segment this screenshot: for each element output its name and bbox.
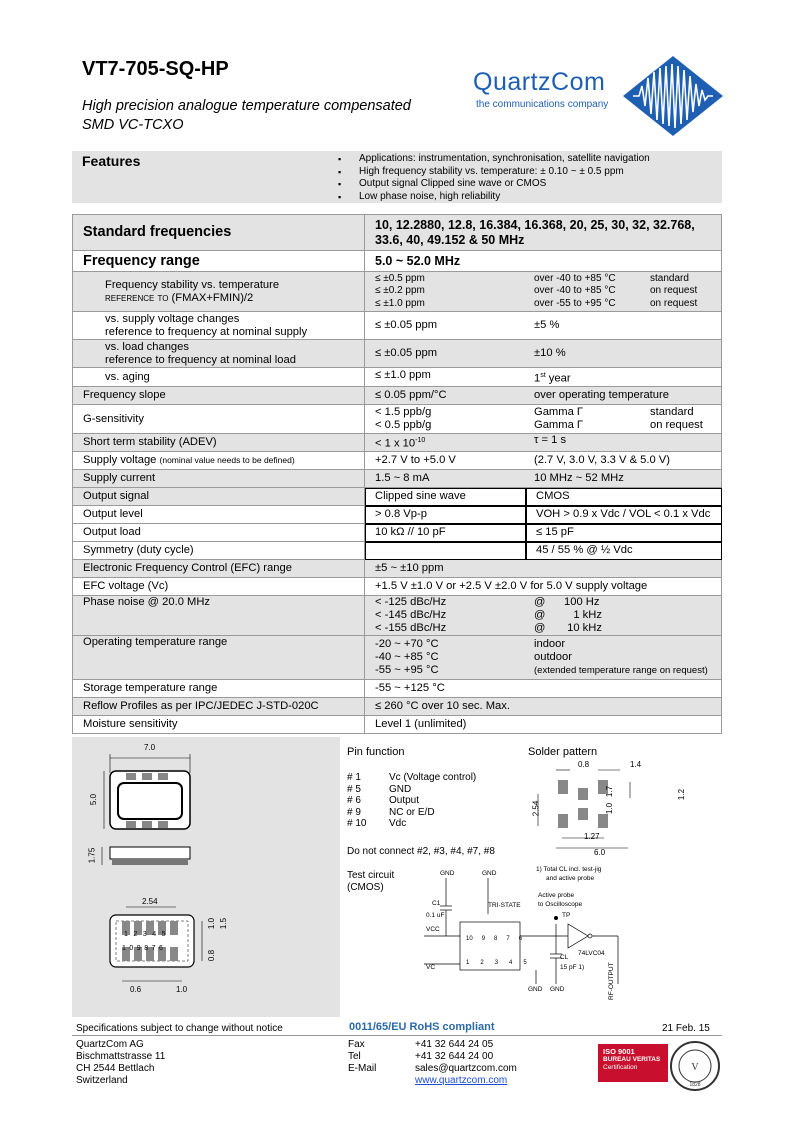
- tc-note-2: and active probe: [546, 875, 595, 882]
- tc-c1-val: 0.1 uF: [426, 912, 445, 919]
- label-note: (nominal value needs to be defined): [159, 455, 295, 465]
- cond: τ = 1 s: [534, 434, 567, 447]
- iso-certification-badge: [598, 1040, 722, 1092]
- list-item: # 5 GND: [347, 783, 412, 795]
- footer-divider: [72, 1035, 722, 1036]
- table-row: [73, 215, 722, 251]
- table-row: [73, 578, 722, 596]
- label-line: reference to frequency at nominal supply: [105, 325, 308, 338]
- table-row: [73, 387, 722, 405]
- list-item: # 1 Vc (Voltage control): [347, 772, 477, 783]
- gsens-values: [365, 405, 722, 434]
- waveform-logo-icon: [623, 56, 723, 136]
- storage-value: -55 ~ +125 °C: [365, 680, 722, 698]
- value: -40 ~ +85 °C: [375, 651, 439, 663]
- temp-stab-label: [73, 272, 365, 312]
- freq-range-value: 5.0 ~ 52.0 MHz: [365, 251, 722, 272]
- note: standard: [650, 406, 694, 418]
- no-connect-note: Do not connect #2, #3, #4, #7, #8: [347, 846, 495, 857]
- specification-table: [72, 214, 722, 734]
- tc-pins-bottom: 1 2 3 4 5: [466, 960, 527, 966]
- storage-label: Storage temperature range: [73, 680, 365, 698]
- gsens-label: G-sensitivity: [73, 405, 365, 434]
- list-item: [375, 273, 721, 286]
- cond: @ 100 Hz: [534, 596, 600, 608]
- dim-thickness: 1.75: [87, 847, 97, 864]
- table-row: [73, 596, 722, 636]
- address-line: Switzerland: [76, 1075, 128, 1086]
- svg-text:V: V: [691, 1062, 699, 1073]
- list-item: [375, 285, 721, 298]
- value: < 1.5 ppb/g: [375, 406, 432, 418]
- company-logo: [473, 56, 723, 136]
- solder-pattern-title: Solder pattern: [528, 746, 598, 758]
- test-circuit-label: Test circuit (CMOS): [347, 870, 395, 893]
- dim-pad-h3: 0.8: [207, 949, 217, 962]
- pins-bottom: 109876: [122, 945, 167, 952]
- seal-year: 1828: [689, 1082, 701, 1088]
- cond: ±5 %: [534, 319, 560, 331]
- company-contact: [348, 1039, 517, 1087]
- cond: (extended temperature range on request): [534, 665, 708, 676]
- stab-value: ≤ ±0.5 ppm: [375, 272, 425, 284]
- cond: outdoor: [534, 651, 572, 663]
- freq-range-label: Frequency range: [73, 251, 365, 272]
- value: < -145 dBc/Hz: [375, 609, 447, 621]
- pin-function-title: Pin function: [347, 746, 405, 758]
- address-line: CH 2544 Bettlach: [76, 1063, 155, 1074]
- contact-key: E-Mail: [348, 1063, 377, 1074]
- features-list: [338, 153, 650, 203]
- value: -20 ~ +70 °C: [375, 638, 439, 650]
- supply-stab-label: [73, 312, 365, 340]
- solder-dim-2: 1.4: [630, 760, 642, 769]
- package-drawing: [72, 737, 340, 1017]
- reflow-label: Reflow Profiles as per IPC/JEDEC J-STD-020C: [73, 698, 365, 716]
- supply-i-values: [365, 470, 722, 488]
- solder-dim-8: 6.0: [594, 848, 606, 857]
- stab-value: ≤ ±1.0 ppm: [375, 297, 425, 309]
- load-stab-values: [365, 340, 722, 368]
- logo-name: QuartzCom: [473, 68, 606, 96]
- cond: ±10 %: [534, 347, 566, 359]
- solder-dim-1: 0.8: [578, 760, 590, 769]
- tc-cl: CL: [560, 954, 569, 961]
- load-stab-label: [73, 340, 365, 368]
- website-link[interactable]: www.quartzcom.com: [415, 1075, 508, 1086]
- list-item: ▪ Applications: instrumentation, synchronisation, satellite navigation: [338, 153, 650, 166]
- solder-dim-3: 1.7: [605, 785, 615, 798]
- tc-note-1: 1) Total CL incl. test-jig: [536, 866, 602, 873]
- cond: Gamma Γ: [534, 406, 584, 418]
- solder-dim-4: 1.2: [677, 788, 687, 801]
- iso-label: ISO 9001 BUREAU VERITAS Certification: [598, 1044, 668, 1082]
- table-row: [73, 542, 722, 560]
- dim-pitch: 2.54: [142, 897, 158, 906]
- table-row: [73, 636, 722, 680]
- company-address: [76, 1039, 165, 1087]
- aging-unit: year: [545, 372, 571, 385]
- output-load-label: Output load: [73, 524, 365, 542]
- symmetry-a: [365, 542, 526, 560]
- temp-stab-label-line: reference to (FMAX+FMIN)/2: [105, 291, 254, 304]
- label-line: vs. supply voltage changes: [105, 312, 240, 325]
- table-row: [73, 452, 722, 470]
- value: ≤ ±0.05 ppm: [375, 347, 438, 359]
- table-row: [73, 340, 722, 368]
- contact-value: +41 32 644 24 05: [415, 1039, 494, 1050]
- adev-base: < 1 x 10: [375, 437, 416, 450]
- std-freq-label: Standard frequencies: [73, 215, 365, 251]
- tc-rf: RF-OUTPUT: [608, 962, 615, 1000]
- output-level-a: > 0.8 Vp-p: [365, 506, 526, 524]
- temp-stab-values: [365, 272, 722, 312]
- supply-stab-values: [365, 312, 722, 340]
- tc-tp: TP: [562, 912, 571, 919]
- table-row: [73, 251, 722, 272]
- list-item: # 10 Vdc: [347, 818, 407, 829]
- value: < -125 dBc/Hz: [375, 596, 447, 608]
- pins-top: 12345: [124, 931, 172, 938]
- slope-label: Frequency slope: [73, 387, 365, 405]
- optemp-label: Operating temperature range: [73, 636, 365, 680]
- temp-stab-label-line: Frequency stability vs. temperature: [105, 278, 280, 291]
- value: 1.5 ~ 8 mA: [375, 472, 430, 484]
- slope-values: [365, 387, 722, 405]
- features-title: Features: [82, 153, 141, 169]
- tc-gnd-1: GND: [440, 870, 455, 877]
- cond: @ 10 kHz: [534, 622, 602, 634]
- rohs-badge: 0011/65/EU RoHS compliant: [349, 1021, 495, 1033]
- stab-cond: over -55 to +95 °C: [534, 297, 616, 309]
- adev-label: Short term stability (ADEV): [73, 434, 365, 452]
- tc-vc: VC: [426, 964, 436, 971]
- dim-width: 7.0: [144, 743, 156, 752]
- table-row: [73, 312, 722, 340]
- cond: @ 1 kHz: [534, 609, 602, 621]
- supply-v-label: [73, 452, 365, 470]
- contact-key: Fax: [348, 1039, 365, 1050]
- value: < 0.5 ppb/g: [375, 419, 432, 431]
- package-outline-icon: [72, 737, 340, 1017]
- table-row: [73, 470, 722, 488]
- stab-note: on request: [650, 297, 698, 309]
- value: ≤ 0.05 ppm/°C: [375, 389, 447, 401]
- output-signal-b: CMOS: [526, 488, 722, 506]
- note: on request: [650, 419, 703, 431]
- moisture-value: Level 1 (unlimited): [365, 716, 722, 734]
- features-section: [72, 151, 722, 203]
- output-signal-a: Clipped sine wave: [365, 488, 526, 506]
- table-row: [73, 368, 722, 387]
- tc-c1: C1: [432, 900, 441, 907]
- test-circuit-icon: [420, 866, 640, 996]
- value: ≤ ±0.05 ppm: [375, 319, 438, 331]
- aging-values: [365, 368, 722, 387]
- tc-probe-2: to Oscilloscope: [538, 901, 583, 908]
- table-row: [73, 698, 722, 716]
- solder-dim-7: 1.27: [584, 832, 600, 841]
- contact-key: Tel: [348, 1051, 361, 1062]
- contact-value: +41 32 644 24 00: [415, 1051, 494, 1062]
- tc-pins-top: 10 9 8 7 6: [466, 936, 523, 942]
- table-row: [73, 272, 722, 312]
- label-main: Supply voltage: [83, 454, 157, 466]
- output-level-label: Output level: [73, 506, 365, 524]
- output-load-a: 10 kΩ // 10 pF: [365, 524, 526, 542]
- stab-note: standard: [650, 272, 689, 284]
- stab-cond: over -40 to +85 °C: [534, 272, 616, 284]
- table-row: [73, 680, 722, 698]
- optemp-values: [365, 636, 722, 680]
- list-item: ▪ Output signal Clipped sine wave or CMOS: [338, 178, 650, 191]
- reflow-value: ≤ 260 °C over 10 sec. Max.: [365, 698, 722, 716]
- std-freq-value: 10, 12.2880, 12.8, 16.384, 16.368, 20, 25, 30, 32, 32.768, 33.6, 40, 49.152 & 50 MHz: [365, 215, 722, 251]
- tc-cl-val: 15 pF 1): [560, 964, 585, 971]
- value: -55 ~ +95 °C: [375, 664, 439, 676]
- footer-notice: Specifications subject to change without notice: [76, 1023, 283, 1034]
- dim-height: 5.0: [89, 793, 99, 806]
- cond: Gamma Γ: [534, 419, 584, 431]
- address-line: Bischmattstrasse 11: [76, 1051, 166, 1062]
- tc-tristate: TRI-STATE: [488, 902, 521, 909]
- cond: indoor: [534, 638, 566, 650]
- list-item: ▪ High frequency stability vs. temperature: ± 0.10 ~ ± 0.5 ppm: [338, 166, 650, 179]
- efc-range-label: Electronic Frequency Control (EFC) range: [73, 560, 365, 578]
- logo-tagline: the communications company: [476, 99, 609, 110]
- dim-pad-width: 0.6: [130, 985, 142, 994]
- stab-value: ≤ ±0.2 ppm: [375, 285, 425, 297]
- moisture-label: Moisture sensitivity: [73, 716, 365, 734]
- output-load-b: ≤ 15 pF: [526, 524, 722, 542]
- tc-probe-1: Active probe: [538, 892, 575, 899]
- label-line: vs. load changes: [105, 340, 189, 353]
- output-signal-label: Output signal: [73, 488, 365, 506]
- cond: [534, 369, 571, 386]
- solder-dim-5: 1.0: [605, 802, 615, 815]
- tc-chip: 74LVC04: [578, 950, 605, 957]
- efc-range-value: ±5 ~ ±10 ppm: [365, 560, 722, 578]
- table-row: [73, 716, 722, 734]
- pin-function-list: [347, 772, 476, 830]
- test-point-icon: [554, 916, 558, 920]
- bureau-veritas-seal-icon: [668, 1040, 722, 1092]
- address-line: QuartzCom AG: [76, 1039, 144, 1050]
- table-row: [73, 506, 722, 524]
- tc-gnd-3: GND: [528, 986, 543, 993]
- table-row: [73, 434, 722, 452]
- email-link[interactable]: sales@quartzcom.com: [415, 1063, 517, 1074]
- phase-values: [365, 596, 722, 636]
- cond: over operating temperature: [534, 389, 669, 401]
- document-subtitle: High precision analogue temperature compensated SMD VC-TCXO: [82, 98, 411, 133]
- list-item: ▪ Low phase noise, high reliability: [338, 191, 650, 204]
- tc-gnd-4: GND: [550, 986, 565, 993]
- phase-label: Phase noise @ 20.0 MHz: [73, 596, 365, 636]
- list-item: # 9 NC or E/D: [347, 806, 435, 818]
- cond: 10 MHz ~ 52 MHz: [534, 472, 624, 484]
- output-level-b: VOH > 0.9 x Vdc / VOL < 0.1 x Vdc: [526, 506, 722, 524]
- efc-v-label: EFC voltage (Vc): [73, 578, 365, 596]
- list-item: # 6 Output: [347, 795, 420, 806]
- solder-pattern-icon: [520, 758, 660, 858]
- value: < -155 dBc/Hz: [375, 622, 447, 634]
- table-row: [73, 560, 722, 578]
- table-row: [73, 405, 722, 434]
- table-row: [73, 488, 722, 506]
- aging-sup: st: [540, 371, 546, 379]
- efc-v-value: +1.5 V ±1.0 V or +2.5 V ±2.0 V for 5.0 V supply voltage: [365, 578, 722, 596]
- table-row: [73, 524, 722, 542]
- cond: (2.7 V, 3.0 V, 3.3 V & 5.0 V): [534, 454, 670, 466]
- label-line: reference to frequency at nominal load: [105, 353, 296, 366]
- list-item: [375, 298, 721, 311]
- dim-pad-pitch: 1.0: [176, 985, 188, 994]
- symmetry-b: 45 / 55 % @ ½ Vdc: [526, 542, 722, 560]
- document-title: VT7-705-SQ-HP: [82, 58, 229, 80]
- stab-note: on request: [650, 285, 698, 297]
- tc-vcc: VCC: [426, 926, 440, 933]
- stab-cond: over -40 to +85 °C: [534, 285, 616, 297]
- solder-dim-6: 2.54: [531, 800, 541, 817]
- adev-exp: -10: [415, 437, 426, 445]
- aging-num: 1: [534, 372, 541, 385]
- aging-label: vs. aging: [73, 368, 365, 387]
- tc-gnd-2: GND: [482, 870, 497, 877]
- supply-i-label: Supply current: [73, 470, 365, 488]
- supply-v-values: [365, 452, 722, 470]
- value: +2.7 V to +5.0 V: [375, 454, 456, 466]
- symmetry-label: Symmetry (duty cycle): [73, 542, 365, 560]
- value: ≤ ±1.0 ppm: [375, 368, 431, 381]
- value: [375, 434, 534, 451]
- dim-pad-h1: 1.0: [207, 917, 217, 930]
- adev-values: [365, 434, 722, 452]
- footer-date: 21 Feb. 15: [662, 1023, 710, 1034]
- dim-pad-h2: 1.5: [219, 917, 229, 930]
